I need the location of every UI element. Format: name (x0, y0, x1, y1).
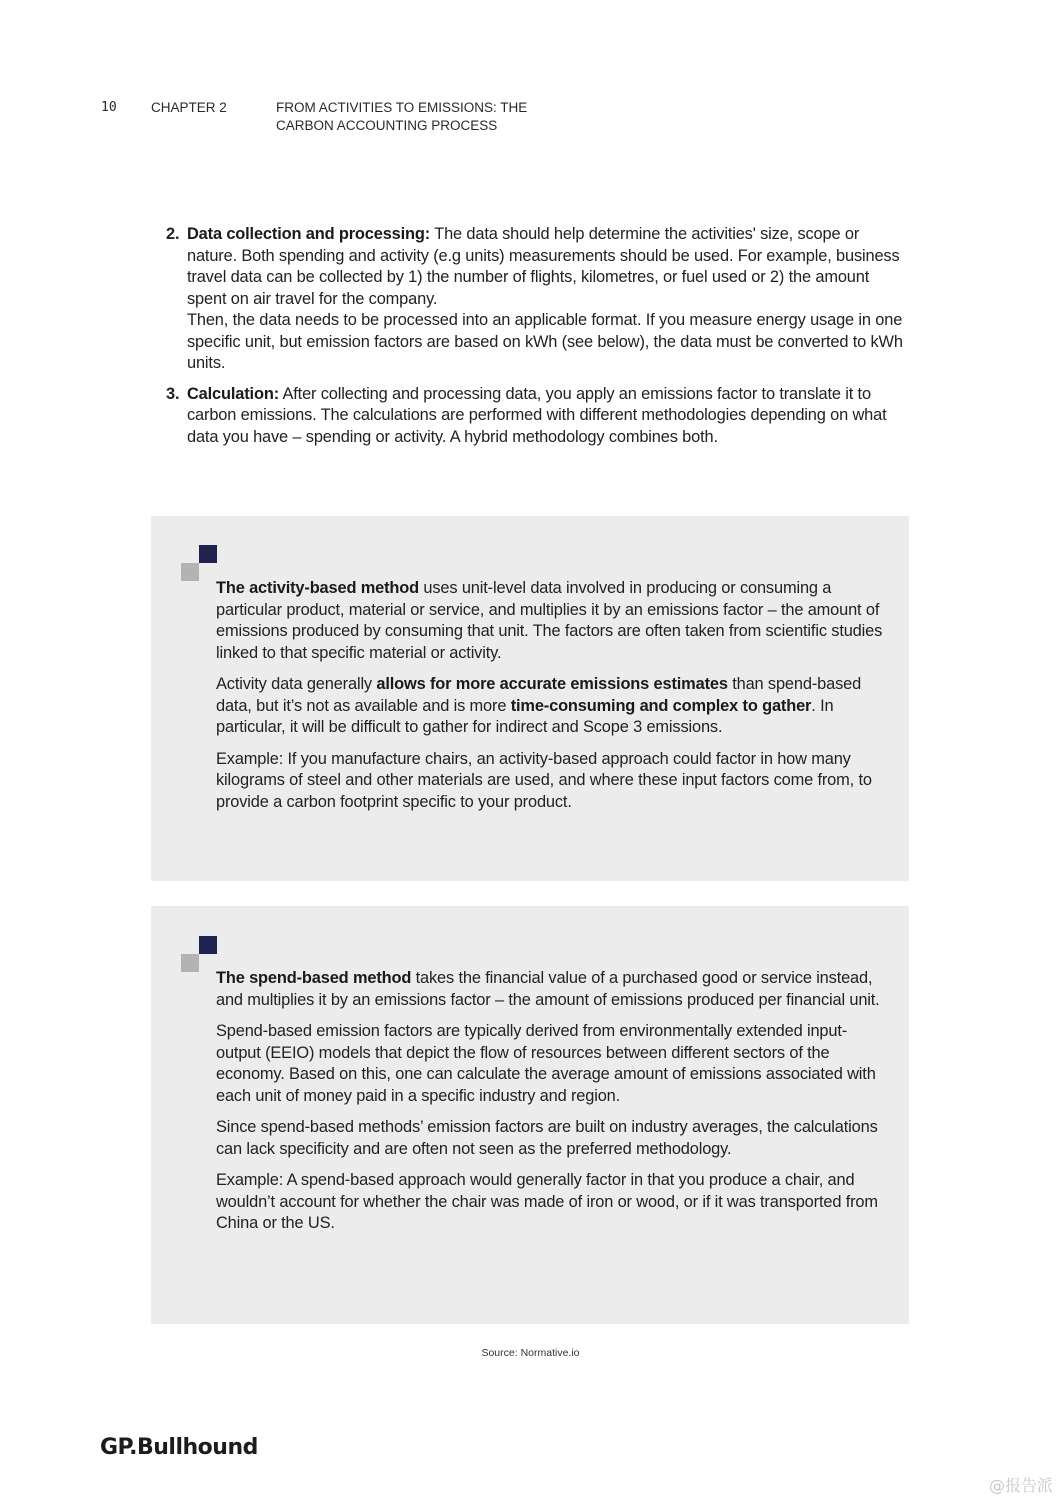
grey-square-icon (181, 563, 199, 581)
chapter-title-line2: CARBON ACCOUNTING PROCESS (276, 118, 498, 133)
list-number: 2. (166, 225, 180, 243)
spend-paragraph-2: Spend-based emission factors are typically derived from environmentally extended input-output (EEIO) models that depict the flow of resources between different sectors of the economy. Based on this, one can calculate the average amount of emissions associated with each unit of money paid in a specific industry and region. (216, 1022, 876, 1105)
list-item-body: After collecting and processing data, you apply an emissions factor to translate it to carbon emissions. The calculations are performed with different methodologies depending on what data you have – spending or activity. A hybrid methodology combines both. (187, 384, 887, 446)
list-item-text (187, 384, 906, 449)
gp-bullhound-logo: GP.Bullhound (100, 1435, 258, 1460)
activity-p1-text: uses unit-level data involved in producing or consuming a particular product, material or service, and multiplies it by an emissions factor – the amount of emissions produced by consuming that unit. The factors are often taken from scientific studies linked to that specific material or activity. (216, 579, 883, 662)
activity-box-content (216, 578, 888, 823)
chapter-title-line1: FROM ACTIVITIES TO EMISSIONS: THE (276, 100, 528, 115)
list-item-data-collection (166, 224, 906, 375)
activity-p2-bold1: allows for more accurate emissions estimates (376, 675, 728, 693)
numbered-list (166, 224, 906, 457)
chapter-label: CHAPTER 2 (151, 100, 227, 115)
spend-p1-text: takes the financial value of a purchased good or service instead, and multiplies it by an emissions factor – the amount of emissions produced per financial unit. (216, 969, 880, 1009)
list-number: 3. (166, 384, 180, 403)
list-item-body: The data should help determine the activities' size, scope or nature. Both spending and activity (e.g units) measurements should be used. For example, business travel data can be collected by 1) the number of flights, kilometres, or fuel used or 2) the amount spent on air travel for the company. (187, 225, 900, 308)
list-item-heading: Calculation: (187, 384, 279, 403)
activity-paragraph-2 (216, 674, 888, 739)
navy-square-icon (199, 936, 217, 954)
activity-paragraph-1 (216, 578, 888, 664)
spend-paragraph-4: Example: A spend-based approach would generally factor in that you produce a chair, and wouldn’t account for whether the chair was made of iron or wood, or if it was transported from China or the US. (216, 1171, 878, 1232)
activity-p2-bold2: time-consuming and complex to gather (510, 696, 812, 715)
spend-based-method-box (151, 906, 909, 1324)
activity-p2-c: . In particular, it will be difficult to gather for indirect and Scope 3 emissions. (216, 696, 834, 736)
spend-paragraph-3: Since spend-based methods’ emission factors are built on industry averages, the calculations can lack specificity and are often not seen as the preferred methodology. (216, 1118, 878, 1158)
list-item-body-2: Then, the data needs to be processed into an applicable format. If you measure energy usage in one specific unit, but emission factors are based on kWh (see below), the data must be converted to kWh units. (187, 311, 903, 372)
activity-method-term: The activity-based method (216, 579, 419, 597)
list-item-calculation (166, 384, 906, 449)
source-note: Source: Normative.io (481, 1347, 580, 1359)
spend-box-content (216, 968, 888, 1245)
spend-paragraph-1 (216, 968, 888, 1011)
page-number: 10 (101, 100, 117, 115)
navy-square-icon (199, 545, 217, 563)
watermark: @报告派 (988, 1476, 1053, 1495)
activity-based-method-box (151, 516, 909, 881)
activity-p2-a: Activity data generally (216, 675, 377, 693)
spend-method-term: The spend-based method (216, 969, 412, 987)
list-item-heading: Data collection and processing: (187, 225, 431, 243)
grey-square-icon (181, 954, 199, 972)
list-item-text (187, 224, 906, 310)
activity-p2-b: than spend-based data, but it’s not as available and is more (216, 675, 862, 715)
activity-paragraph-3: Example: If you manufacture chairs, an activity-based approach could factor in how many kilograms of steel and other materials are used, and where these input factors come from, to provide a carbon footprint specific to your product. (216, 749, 872, 811)
chapter-title (276, 99, 576, 135)
